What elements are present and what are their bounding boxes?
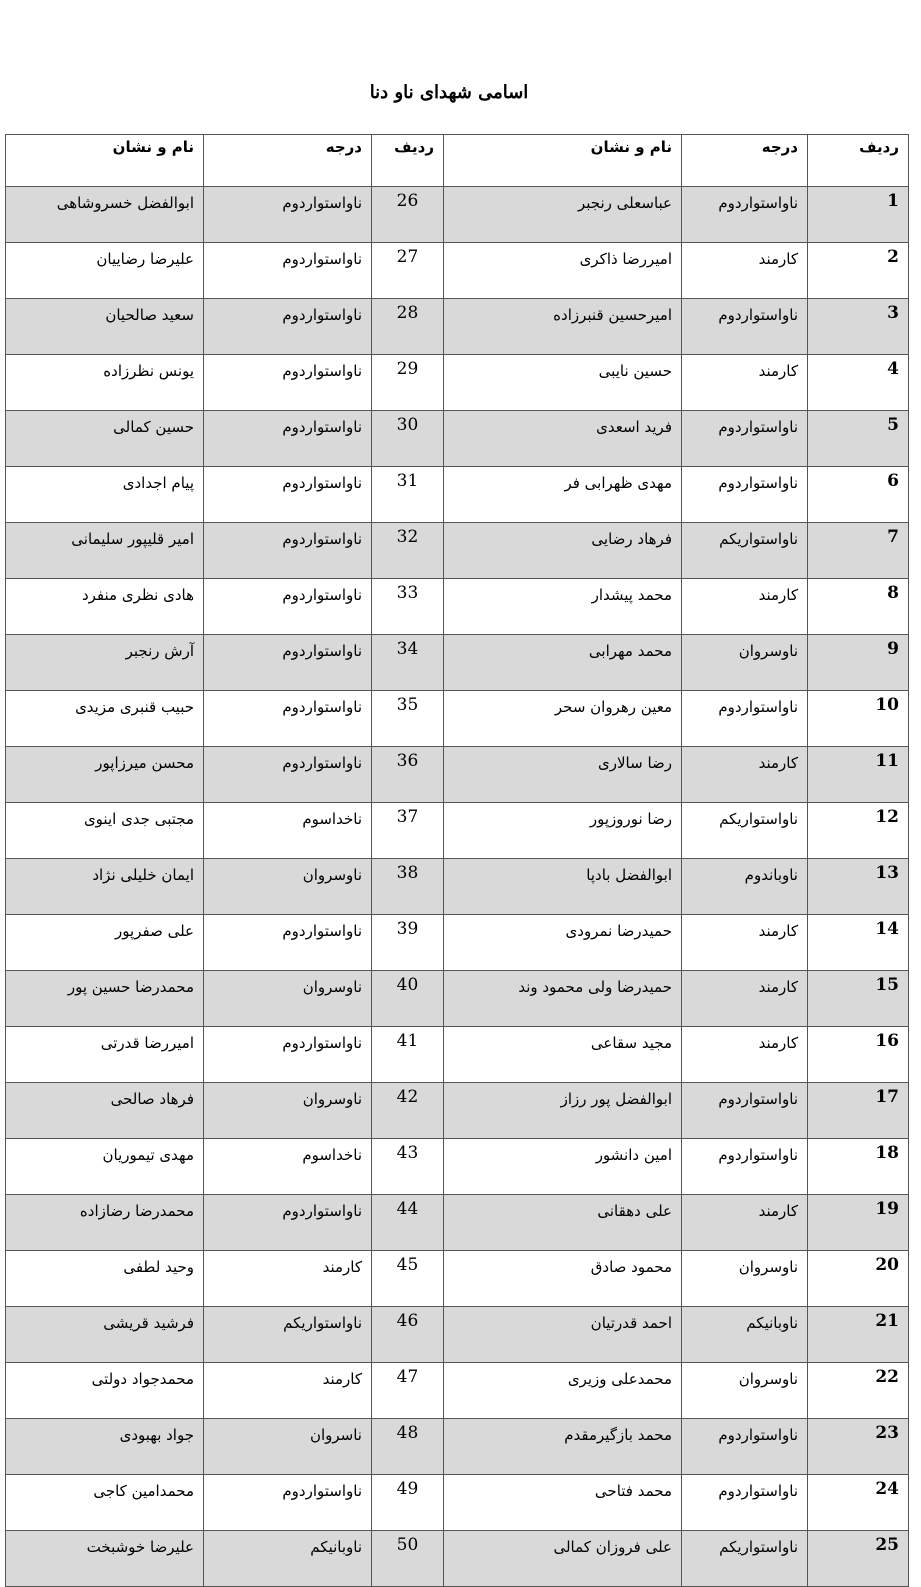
rank-cell: ناواستواردوم [204,579,372,635]
table-row [6,635,909,691]
table-row [6,243,909,299]
rank-cell: ناواستواریکم [682,803,808,859]
row-number-cell: 36 [372,747,444,803]
rank-cell: ناواستواردوم [204,355,372,411]
row-number-cell: 4 [808,355,909,411]
table-row [6,859,909,915]
header-row-number-1: ردیف [808,135,909,187]
rank-cell: ناواستواردوم [682,411,808,467]
row-number-cell: 16 [808,1027,909,1083]
name-cell: امیرحسین قنبرزاده [444,299,682,355]
name-cell: احمد قدرتیان [444,1307,682,1363]
name-cell: محمدامین کاجی [6,1475,204,1531]
rank-cell: ناواستواردوم [682,1419,808,1475]
rank-cell: ناواستواردوم [204,243,372,299]
row-number-cell: 50 [372,1531,444,1587]
table-row [6,355,909,411]
name-cell: پیام اجدادی [6,467,204,523]
row-number-cell: 27 [372,243,444,299]
name-cell: حسین نایبی [444,355,682,411]
rank-cell: ناواستواردوم [204,1475,372,1531]
header-name-2: نام و نشان [6,135,204,187]
row-number-cell: 17 [808,1083,909,1139]
name-cell: محمد پیشدار [444,579,682,635]
row-number-cell: 8 [808,579,909,635]
name-cell: جواد بهبودی [6,1419,204,1475]
name-cell: مهدی ظهرابی فر [444,467,682,523]
page-title: اسامی شهدای ناو دنا [369,82,529,103]
rank-cell: ناوسروان [682,1363,808,1419]
name-cell: محمد مهرابی [444,635,682,691]
table-row [6,1083,909,1139]
row-number-cell: 22 [808,1363,909,1419]
row-number-cell: 14 [808,915,909,971]
name-cell: محمدعلی وزیری [444,1363,682,1419]
row-number-cell: 39 [372,915,444,971]
rank-cell: ناوسروان [682,1251,808,1307]
row-number-cell: 1 [808,187,909,243]
name-cell: ایمان خلیلی نژاد [6,859,204,915]
rank-cell: ناوبانیکم [682,1307,808,1363]
row-number-cell: 38 [372,859,444,915]
table-row [6,1363,909,1419]
row-number-cell: 37 [372,803,444,859]
name-cell: معین رهروان سحر [444,691,682,747]
rank-cell: ناوسروان [204,971,372,1027]
rank-cell: ناواستواریکم [682,1531,808,1587]
name-cell: هادی نظری منفرد [6,579,204,635]
name-cell: امیررضا ذاکری [444,243,682,299]
rank-cell: ناواستواردوم [204,1027,372,1083]
name-cell: وحید لطفی [6,1251,204,1307]
row-number-cell: 21 [808,1307,909,1363]
rank-cell: ناواستواردوم [682,1139,808,1195]
table-row [6,1251,909,1307]
rank-cell: ناوباندوم [682,859,808,915]
rank-cell: کارمند [682,747,808,803]
name-cell: مهدی تیموریان [6,1139,204,1195]
name-cell: علی صفرپور [6,915,204,971]
rank-cell: ناواستواردوم [682,1475,808,1531]
row-number-cell: 2 [808,243,909,299]
table-row [6,299,909,355]
rank-cell: کارمند [682,579,808,635]
rank-cell: ناسروان [204,1419,372,1475]
rank-cell: ناواستواردوم [204,691,372,747]
row-number-cell: 40 [372,971,444,1027]
row-number-cell: 23 [808,1419,909,1475]
rank-cell: کارمند [204,1363,372,1419]
name-cell: علی فروزان کمالی [444,1531,682,1587]
name-cell: عباسعلی رنجبر [444,187,682,243]
table-row [6,523,909,579]
table-row [6,1307,909,1363]
row-number-cell: 47 [372,1363,444,1419]
table-row [6,915,909,971]
row-number-cell: 48 [372,1419,444,1475]
name-cell: مجتبی جدی اینوی [6,803,204,859]
row-number-cell: 7 [808,523,909,579]
rank-cell: کارمند [682,1195,808,1251]
rank-cell: ناوسروان [204,859,372,915]
row-number-cell: 13 [808,859,909,915]
row-number-cell: 18 [808,1139,909,1195]
rank-cell: ناخداسوم [204,1139,372,1195]
row-number-cell: 10 [808,691,909,747]
rank-cell: ناوسروان [682,635,808,691]
rank-cell: ناواستواردوم [204,635,372,691]
table-row [6,579,909,635]
table-row [6,411,909,467]
name-cell: علی دهقانی [444,1195,682,1251]
row-number-cell: 49 [372,1475,444,1531]
rank-cell: کارمند [682,355,808,411]
row-number-cell: 12 [808,803,909,859]
name-cell: ابوالفضل پور رزاز [444,1083,682,1139]
rank-cell: ناواستواردوم [682,467,808,523]
name-cell: آرش رنجبر [6,635,204,691]
row-number-cell: 46 [372,1307,444,1363]
rank-cell: کارمند [204,1251,372,1307]
row-number-cell: 35 [372,691,444,747]
rank-cell: ناواستواردوم [682,299,808,355]
name-cell: فرهاد رضایی [444,523,682,579]
name-cell: محمود صادق [444,1251,682,1307]
martyrs-table [5,134,909,1587]
rank-cell: ناواستواردوم [204,467,372,523]
name-cell: حمیدرضا نمرودی [444,915,682,971]
rank-cell: کارمند [682,243,808,299]
table-row [6,971,909,1027]
row-number-cell: 42 [372,1083,444,1139]
row-number-cell: 34 [372,635,444,691]
name-cell: حسین کمالی [6,411,204,467]
row-number-cell: 41 [372,1027,444,1083]
row-number-cell: 24 [808,1475,909,1531]
name-cell: یونس نظرزاده [6,355,204,411]
row-number-cell: 5 [808,411,909,467]
header-rank-1: درجه [682,135,808,187]
row-number-cell: 43 [372,1139,444,1195]
table-row [6,1531,909,1587]
name-cell: محمدجواد دولتی [6,1363,204,1419]
header-row [6,135,909,187]
row-number-cell: 3 [808,299,909,355]
name-cell: امین دانشور [444,1139,682,1195]
rank-cell: ناواستواردوم [682,187,808,243]
rank-cell: ناواستواردوم [204,411,372,467]
name-cell: محسن میرزاپور [6,747,204,803]
rank-cell: ناواستواریکم [204,1307,372,1363]
name-cell: رضا سالاری [444,747,682,803]
name-cell: علیرضا رضاییان [6,243,204,299]
table-row [6,467,909,523]
name-cell: ابوالفضل بادپا [444,859,682,915]
name-cell: رضا نوروزپور [444,803,682,859]
row-number-cell: 28 [372,299,444,355]
rank-cell: ناخداسوم [204,803,372,859]
name-cell: فرشید قریشی [6,1307,204,1363]
rank-cell: ناواستواردوم [204,915,372,971]
row-number-cell: 19 [808,1195,909,1251]
row-number-cell: 25 [808,1531,909,1587]
row-number-cell: 44 [372,1195,444,1251]
rank-cell: ناواستواردوم [204,523,372,579]
table-row [6,1139,909,1195]
name-cell: مجید سقاعی [444,1027,682,1083]
row-number-cell: 9 [808,635,909,691]
row-number-cell: 15 [808,971,909,1027]
rank-cell: ناواستواردوم [204,299,372,355]
row-number-cell: 31 [372,467,444,523]
name-cell: فرهاد صالحی [6,1083,204,1139]
name-cell: حمیدرضا ولی محمود وند [444,971,682,1027]
row-number-cell: 26 [372,187,444,243]
rank-cell: ناواستواردوم [204,1195,372,1251]
rank-cell: ناوسروان [204,1083,372,1139]
table-row [6,803,909,859]
row-number-cell: 30 [372,411,444,467]
rank-cell: ناواستواردوم [682,1083,808,1139]
rank-cell: ناواستواردوم [682,691,808,747]
header-row-number-2: ردیف [372,135,444,187]
table-row [6,1195,909,1251]
row-number-cell: 29 [372,355,444,411]
row-number-cell: 32 [372,523,444,579]
rank-cell: کارمند [682,915,808,971]
header-rank-2: درجه [204,135,372,187]
table-row [6,187,909,243]
rank-cell: ناواستواردوم [204,187,372,243]
rank-cell: کارمند [682,971,808,1027]
rank-cell: ناوبانیکم [204,1531,372,1587]
name-cell: محمدرضا رضازاده [6,1195,204,1251]
row-number-cell: 33 [372,579,444,635]
rank-cell: کارمند [682,1027,808,1083]
name-cell: فرید اسعدی [444,411,682,467]
name-cell: محمد فتاحی [444,1475,682,1531]
table-row [6,1419,909,1475]
name-cell: محمد بازگیرمقدم [444,1419,682,1475]
row-number-cell: 11 [808,747,909,803]
row-number-cell: 45 [372,1251,444,1307]
rank-cell: ناواستواریکم [682,523,808,579]
header-name-1: نام و نشان [444,135,682,187]
rank-cell: ناواستواردوم [204,747,372,803]
row-number-cell: 6 [808,467,909,523]
table-row [6,691,909,747]
name-cell: محمدرضا حسین پور [6,971,204,1027]
name-cell: سعید صالحیان [6,299,204,355]
name-cell: حبیب قنبری مزیدی [6,691,204,747]
row-number-cell: 20 [808,1251,909,1307]
name-cell: امیر قلیپور سلیمانی [6,523,204,579]
name-cell: امیررضا قدرتی [6,1027,204,1083]
name-cell: علیرضا خوشبخت [6,1531,204,1587]
table-row [6,1027,909,1083]
table-row [6,1475,909,1531]
table-row [6,747,909,803]
name-cell: ابوالفضل خسروشاهی [6,187,204,243]
